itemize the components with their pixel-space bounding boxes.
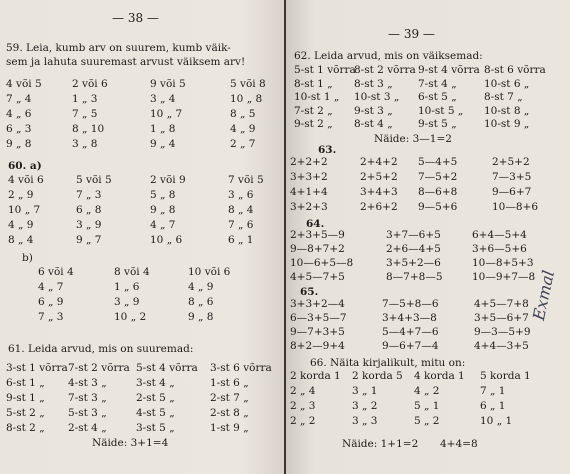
ex60a-item: 6 „ 1 — [228, 234, 254, 246]
ex61-cell: 6-st 1 „ — [6, 377, 45, 389]
ex62-cell: 8-st 1 „ — [294, 77, 333, 90]
ex60b-label: b) — [22, 252, 33, 264]
ex62-cell: 9-st 2 „ — [294, 118, 333, 130]
ex59-title-line2: sem ja lahuta suuremast arvust väiksem arv! — [6, 56, 246, 68]
ex62-cell: 10-st 6 „ — [484, 77, 530, 90]
ex59-title: 59. Leia, kumb arv on suurem, kumb väik- — [6, 42, 231, 54]
ex62-cell: 8-st 4 „ — [354, 118, 393, 130]
ex62-header: 8-st 2 võrra — [354, 64, 416, 76]
ex61-header: 3-st 1 võrra — [6, 362, 68, 374]
ex64-item: 8—7+8—5 — [386, 271, 443, 283]
ex61-cell: 7-st 3 „ — [68, 392, 107, 404]
ex60a-item: 8 „ 4 — [228, 204, 254, 216]
ex59-item: 10 „ 7 — [150, 108, 183, 120]
ex60b-item: 10 „ 2 — [114, 311, 147, 323]
ex64-item: 9—8+7+2 — [290, 243, 345, 255]
ex66-header: 2 korda 5 — [352, 370, 403, 382]
ex62-example: Näide: 3—1=2 — [374, 133, 452, 145]
ex60-title: 60. a) — [8, 160, 42, 172]
ex61-cell: 2-st 7 „ — [210, 392, 249, 404]
ex62-header: 8-st 6 võrra — [484, 64, 546, 76]
ex61-header: 5-st 4 võrra — [136, 362, 198, 374]
ex59-item: 9 „ 4 — [150, 138, 176, 150]
ex60a-item: 4 „ 7 — [150, 219, 176, 231]
ex62-cell: 9-st 5 „ — [418, 118, 457, 130]
ex60b-item: 6 „ 9 — [38, 296, 64, 308]
ex60b-item: 7 „ 3 — [38, 311, 64, 323]
ex66-cell: 3 „ 2 — [352, 400, 378, 412]
ex66-header: 5 korda 1 — [480, 370, 531, 382]
ex64-item: 3+6—5+6 — [472, 243, 527, 255]
ex65-item: 4+4—3+5 — [474, 340, 529, 352]
page-number: — 38 — — [112, 11, 159, 25]
ex59-item: 8 „ 5 — [230, 108, 256, 120]
ex66-header: 2 korda 1 — [290, 370, 341, 382]
ex60b-item: 3 „ 9 — [114, 296, 140, 308]
ex66-cell: 5 „ 2 — [414, 415, 440, 427]
ex63-item: 2+5+2 — [360, 171, 398, 183]
ex66-example: Näide: 1+1=2 — [342, 438, 419, 450]
ex66-cell: 2 „ 4 — [290, 385, 316, 397]
ex61-cell: 4-st 5 „ — [136, 407, 175, 419]
ex63-item: 9—5+6 — [418, 201, 458, 213]
ex62-cell: 9-st 3 „ — [354, 104, 393, 117]
ex61-cell: 5-st 3 „ — [68, 407, 107, 419]
ex60b-item: 8 „ 6 — [188, 296, 214, 308]
ex59-item: 3 „ 8 — [72, 138, 98, 150]
ex60a-item: 7 või 5 — [228, 174, 264, 186]
ex66-cell: 7 „ 1 — [480, 385, 506, 397]
ex65-item: 8+2—9+4 — [290, 340, 345, 352]
ex59-item: 4 või 5 — [6, 78, 42, 90]
ex64-item: 10—9+7—8 — [472, 271, 536, 283]
ex60b-item: 4 „ 9 — [188, 281, 214, 293]
ex62-title: 62. Leida arvud, mis on väiksemad: — [294, 50, 483, 62]
ex59-item: 7 „ 5 — [72, 108, 98, 120]
ex65-title: 65. — [300, 286, 319, 298]
ex59-item: 6 „ 3 — [6, 123, 32, 135]
ex65-item: 5—4+7—6 — [382, 326, 439, 338]
ex66-cell: 10 „ 1 — [480, 415, 513, 427]
right-page — [286, 0, 570, 474]
ex60a-item: 9 „ 8 — [150, 204, 176, 216]
ex66-cell: 5 „ 1 — [414, 400, 440, 412]
ex64-item: 3+7—6+5 — [386, 229, 441, 241]
ex60a-item: 10 „ 6 — [150, 234, 183, 246]
ex60b-item: 8 või 4 — [114, 266, 150, 278]
ex63-item: 3+4+3 — [360, 186, 398, 198]
ex64-item: 10—6+5—8 — [290, 257, 354, 269]
ex60a-item: 8 „ 4 — [8, 234, 34, 246]
ex59-item: 4 „ 6 — [6, 108, 32, 120]
ex65-item: 3+3+2—4 — [290, 298, 345, 310]
ex59-item: 5 või 8 — [230, 78, 266, 90]
ex60a-item: 3 „ 9 — [76, 219, 102, 231]
ex61-cell: 2-st 4 „ — [68, 422, 107, 434]
ex63-item: 10—8+6 — [492, 201, 539, 213]
ex62-header: 5-st 1 võrra — [294, 64, 356, 76]
ex64-item: 2+6—4+5 — [386, 243, 441, 255]
ex64-item: 10—8+5+3 — [472, 257, 534, 269]
left-page — [0, 0, 284, 474]
ex61-header: 3-st 6 võrra — [210, 362, 272, 374]
ex59-item: 1 „ 3 — [72, 93, 98, 105]
ex63-item: 9—6+7 — [492, 186, 532, 198]
ex59-item: 2 „ 7 — [230, 138, 256, 150]
ex64-item: 6+4—5+4 — [472, 229, 527, 241]
ex60b-item: 6 või 4 — [38, 266, 74, 278]
ex66-title: 66. Näita kirjalikult, mitu on: — [310, 357, 466, 369]
ex62-cell: 10-st 9 „ — [484, 118, 530, 130]
ex63-item: 7—5+2 — [418, 171, 458, 183]
ex66-header: 4 korda 1 — [414, 370, 465, 382]
ex62-cell: 6-st 5 „ — [418, 91, 457, 103]
ex61-cell: 3-st 5 „ — [136, 422, 175, 434]
ex64-item: 4+5—7+5 — [290, 271, 345, 283]
ex59-item: 4 „ 9 — [230, 123, 256, 135]
ex63-item: 7—3+5 — [492, 171, 532, 183]
ex61-cell: 1-st 9 „ — [210, 422, 249, 434]
ex66-example2: 4+4=8 — [440, 438, 478, 450]
ex60a-item: 10 „ 7 — [8, 204, 41, 216]
ex62-cell: 8-st 7 „ — [484, 91, 523, 103]
ex59-item: 1 „ 8 — [150, 123, 176, 135]
ex59-item: 9 „ 8 — [6, 138, 32, 150]
ex60a-item: 6 „ 8 — [76, 204, 102, 216]
ex60a-item: 7 „ 6 — [228, 219, 254, 231]
ex63-item: 5—4+5 — [418, 156, 458, 168]
ex60a-item: 7 „ 3 — [76, 189, 102, 201]
ex66-cell: 4 „ 2 — [414, 385, 440, 397]
ex64-title: 64. — [306, 218, 325, 230]
ex63-item: 2+5+2 — [492, 156, 530, 168]
ex60a-item: 4 või 6 — [8, 174, 44, 186]
ex66-cell: 2 „ 2 — [290, 415, 316, 427]
ex63-item: 3+2+3 — [290, 201, 328, 213]
ex61-cell: 4-st 3 „ — [68, 377, 107, 389]
ex63-item: 2+2+2 — [290, 156, 328, 168]
page-number: — 39 — — [388, 27, 435, 41]
ex66-cell: 2 „ 3 — [290, 400, 316, 412]
ex59-item: 7 „ 4 — [6, 93, 32, 105]
ex60a-item: 5 „ 8 — [150, 189, 176, 201]
ex64-item: 2+3+5—9 — [290, 229, 345, 241]
ex66-cell: 3 „ 3 — [352, 415, 378, 427]
ex61-title: 61. Leida arvud, mis on suuremad: — [8, 343, 194, 355]
ex65-item: 3+4+3—8 — [382, 312, 437, 324]
ex66-cell: 6 „ 1 — [480, 400, 506, 412]
ex61-cell: 9-st 1 „ — [6, 392, 45, 404]
ex61-cell: 2-st 5 „ — [136, 392, 175, 404]
ex62-cell: 10-st 5 „ — [418, 104, 464, 117]
ex62-cell: 10-st 3 „ — [354, 91, 400, 103]
ex66-cell: 3 „ 1 — [352, 385, 378, 397]
ex63-item: 2+6+2 — [360, 201, 398, 213]
ex62-header: 9-st 4 võrra — [418, 64, 480, 76]
ex62-cell: 8-st 3 „ — [354, 77, 393, 90]
ex61-cell: 8-st 2 „ — [6, 422, 45, 434]
ex63-item: 2+4+2 — [360, 156, 398, 168]
ex60a-item: 9 „ 7 — [76, 234, 102, 246]
ex59-item: 3 „ 4 — [150, 93, 176, 105]
ex62-cell: 10-st 8 „ — [484, 104, 530, 117]
ex60a-item: 5 või 5 — [76, 174, 112, 186]
ex60a-item: 2 „ 9 — [8, 189, 34, 201]
ex63-item: 3+3+2 — [290, 171, 328, 183]
ex59-item: 10 „ 8 — [230, 93, 263, 105]
ex59-item: 9 või 5 — [150, 78, 186, 90]
ex62-cell: 10-st 1 „ — [294, 91, 340, 103]
ex60a-item: 2 või 9 — [150, 174, 186, 186]
ex61-cell: 5-st 2 „ — [6, 407, 45, 419]
ex59-item: 2 või 6 — [72, 78, 108, 90]
ex64-item: 3+5+2—6 — [386, 257, 441, 269]
ex61-header: 7-st 2 võrra — [68, 362, 130, 374]
ex60b-item: 4 „ 7 — [38, 281, 64, 293]
ex62-cell: 7-st 2 „ — [294, 104, 333, 117]
ex63-item: 4+1+4 — [290, 186, 328, 198]
ex65-item: 4+5—7+8 — [474, 298, 529, 310]
ex60a-item: 3 „ 6 — [228, 189, 254, 201]
ex63-title: 63. — [318, 144, 337, 156]
ex61-cell: 1-st 6 „ — [210, 377, 249, 389]
ex62-cell: 7-st 4 „ — [418, 77, 457, 90]
ex60b-item: 1 „ 6 — [114, 281, 140, 293]
ex65-item: 7—5+8—6 — [382, 298, 439, 310]
ex60b-item: 9 „ 8 — [188, 311, 214, 323]
ex65-item: 3+5—6+7 — [474, 312, 529, 324]
ex65-item: 9—7+3+5 — [290, 326, 345, 338]
handwritten-signature: Exmal — [529, 268, 559, 322]
ex63-item: 8—6+8 — [418, 186, 458, 198]
ex61-cell: 3-st 4 „ — [136, 377, 175, 389]
ex59-item: 8 „ 10 — [72, 123, 105, 135]
ex61-cell: 2-st 8 „ — [210, 407, 249, 419]
ex61-example: Näide: 3+1=4 — [92, 437, 169, 449]
ex65-item: 9—3—5+9 — [474, 326, 531, 338]
ex65-item: 9—6+7—4 — [382, 340, 439, 352]
ex65-item: 6—3+5—7 — [290, 312, 347, 324]
ex60b-item: 10 või 6 — [188, 266, 231, 278]
ex60a-item: 4 „ 9 — [8, 219, 34, 231]
